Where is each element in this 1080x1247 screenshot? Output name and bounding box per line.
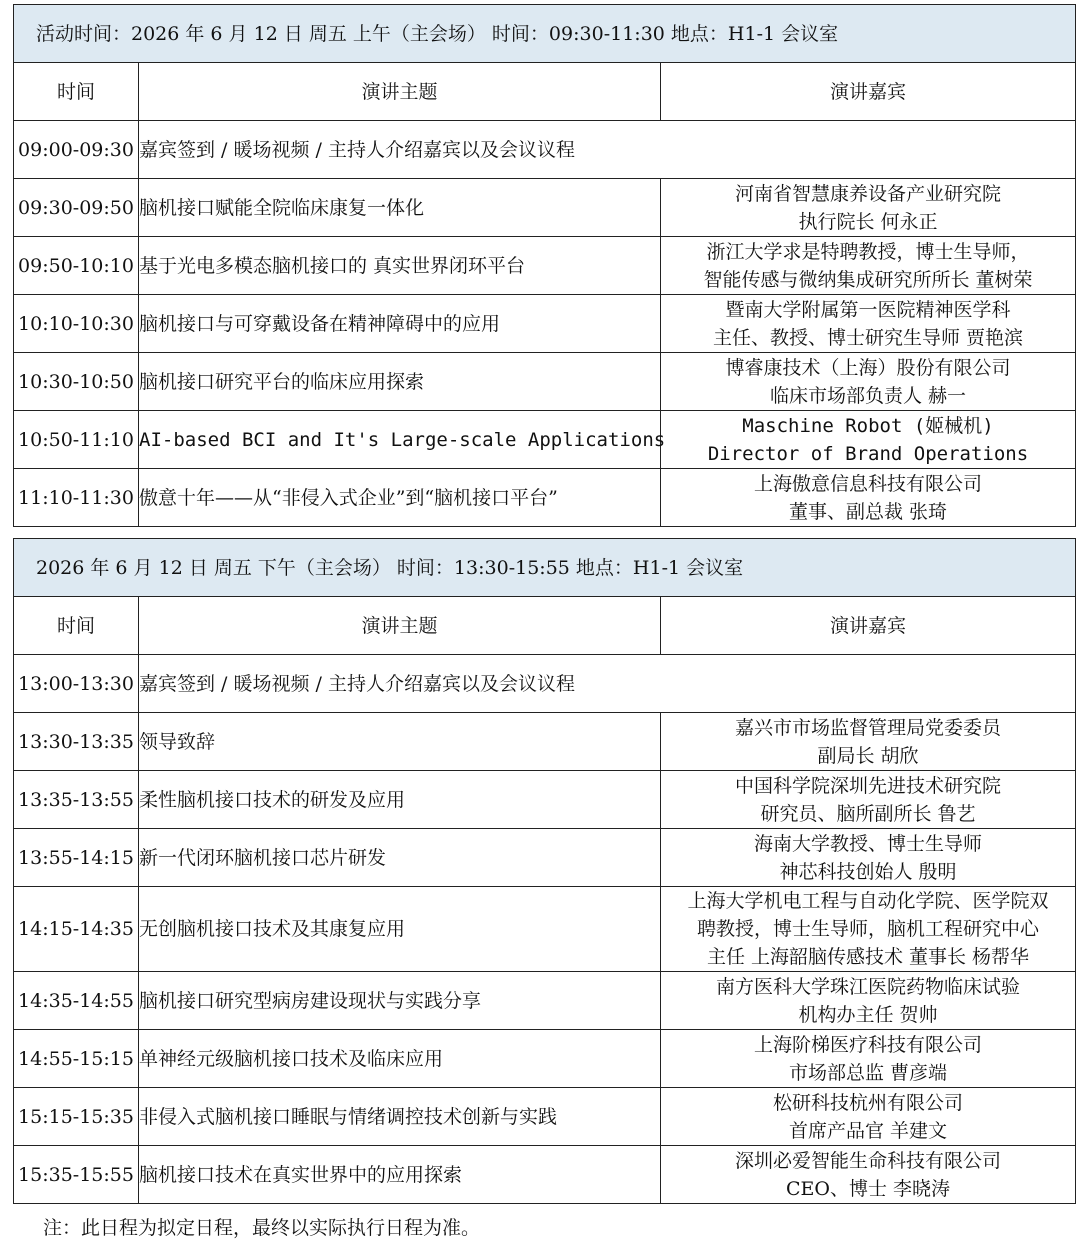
- table-row: [14, 713, 1076, 771]
- speaker-line: 浙江大学求是特聘教授，博士生导师，: [706, 240, 1030, 263]
- row-topic: 单神经元级脑机接口技术及临床应用: [139, 1030, 661, 1088]
- speaker-line: 松研科技杭州有限公司: [772, 1091, 963, 1114]
- speaker-line: 深圳必爱智能生命科技有限公司: [734, 1149, 1001, 1172]
- speaker-line: 临床市场部负责人 赫一: [769, 384, 967, 407]
- speaker-line: 博睿康技术（上海）股份有限公司: [725, 356, 1011, 379]
- table-row: [14, 887, 1076, 972]
- row-speaker: [661, 179, 1076, 237]
- speaker-line: 智能传感与微纳集成研究所所长 董树荣: [703, 268, 1033, 291]
- row-time: 10:10-10:30: [14, 295, 139, 353]
- speaker-line: 研究员、脑所副所长 鲁艺: [760, 802, 976, 825]
- row-speaker: [661, 353, 1076, 411]
- row-speaker: [661, 972, 1076, 1030]
- row-time: 11:10-11:30: [14, 469, 139, 527]
- speaker-line: 嘉兴市市场监督管理局党委委员: [734, 716, 1001, 739]
- table-row: [14, 411, 1076, 469]
- row-time: 10:50-11:10: [14, 411, 139, 469]
- speaker-line: 主任 上海韶脑传感技术 董事长 杨帮华: [706, 946, 1030, 968]
- column-header-speaker: 演讲嘉宾: [661, 63, 1076, 121]
- speaker-line: 董事、副总裁 张琦: [788, 500, 948, 523]
- session-banner: 2026 年 6 月 12 日 周五 下午（主会场） 时间：13:30-15:55 地点：H1-1 会议室: [14, 539, 1076, 597]
- speaker-line: CEO、博士 李晓涛: [785, 1177, 951, 1200]
- table-row: [14, 1088, 1076, 1146]
- speaker-line: 神芯科技创始人 殷明: [779, 860, 957, 883]
- afternoon-schedule-table: [13, 538, 1076, 1204]
- speaker-line: 执行院长 何永正: [798, 210, 938, 233]
- row-topic: 基于光电多模态脑机接口的 真实世界闭环平台: [139, 237, 661, 295]
- row-topic: 柔性脑机接口技术的研发及应用: [139, 771, 661, 829]
- speaker-line: 上海傲意信息科技有限公司: [754, 472, 983, 495]
- column-header-speaker: 演讲嘉宾: [661, 597, 1076, 655]
- speaker-line: 海南大学教授、博士生导师: [753, 832, 982, 855]
- speaker-line: 聘教授，博士生导师，脑机工程研究中心: [696, 918, 1039, 940]
- row-speaker: [661, 1088, 1076, 1146]
- speaker-line: Maschine Robot (姬械机): [742, 414, 994, 437]
- speaker-line: 市场部总监 曹彦端: [788, 1061, 948, 1084]
- speaker-line: 中国科学院深圳先进技术研究院: [734, 774, 1001, 797]
- row-speaker: [661, 887, 1076, 972]
- row-speaker: [661, 469, 1076, 527]
- row-topic: 嘉宾签到 / 暖场视频 / 主持人介绍嘉宾以及会议议程: [139, 655, 1076, 713]
- row-time: 15:35-15:55: [14, 1146, 139, 1204]
- table-row: [14, 237, 1076, 295]
- row-time: 09:00-09:30: [14, 121, 139, 179]
- speaker-line: 主任、教授、博士研究生导师 贾艳滨: [712, 326, 1024, 349]
- table-row: [14, 655, 1076, 713]
- row-time: 13:35-13:55: [14, 771, 139, 829]
- column-header-topic: 演讲主题: [139, 597, 661, 655]
- table-row: [14, 829, 1076, 887]
- row-speaker: [661, 411, 1076, 469]
- row-time: 09:30-09:50: [14, 179, 139, 237]
- row-topic: 领导致辞: [139, 713, 661, 771]
- row-speaker: [661, 1146, 1076, 1204]
- row-speaker: [661, 829, 1076, 887]
- speaker-line: 暨南大学附属第一医院精神医学科: [725, 298, 1011, 321]
- row-time: 15:15-15:35: [14, 1088, 139, 1146]
- table-row: [14, 353, 1076, 411]
- session-banner: 活动时间：2026 年 6 月 12 日 周五 上午（主会场） 时间：09:30-11:30 地点：H1-1 会议室: [14, 5, 1076, 63]
- speaker-line: 上海大学机电工程与自动化学院、医学院双: [687, 890, 1049, 912]
- row-time: 14:55-15:15: [14, 1030, 139, 1088]
- row-topic: 脑机接口研究平台的临床应用探索: [139, 353, 661, 411]
- row-time: 14:15-14:35: [14, 887, 139, 972]
- speaker-line: Director of Brand Operations: [707, 442, 1029, 465]
- row-speaker: [661, 771, 1076, 829]
- speaker-line: 上海阶梯医疗科技有限公司: [753, 1033, 982, 1056]
- row-time: 13:30-13:35: [14, 713, 139, 771]
- column-header-topic: 演讲主题: [139, 63, 661, 121]
- row-speaker: [661, 237, 1076, 295]
- row-topic: 脑机接口技术在真实世界中的应用探索: [139, 1146, 661, 1204]
- row-time: 13:55-14:15: [14, 829, 139, 887]
- speaker-line: 河南省智慧康养设备产业研究院: [735, 182, 1002, 205]
- column-header-time: 时间: [14, 63, 139, 121]
- speaker-line: 首席产品官 羊建文: [788, 1119, 948, 1142]
- table-row: [14, 179, 1076, 237]
- morning-schedule-table: [13, 4, 1076, 527]
- row-topic: 非侵入式脑机接口睡眠与情绪调控技术创新与实践: [139, 1088, 661, 1146]
- row-time: 13:00-13:30: [14, 655, 139, 713]
- row-speaker: [661, 713, 1076, 771]
- table-row: [14, 121, 1076, 179]
- table-row: [14, 1030, 1076, 1088]
- table-row: [14, 295, 1076, 353]
- row-speaker: [661, 295, 1076, 353]
- row-time: 14:35-14:55: [14, 972, 139, 1030]
- speaker-line: 副局长 胡欣: [817, 744, 919, 767]
- row-speaker: [661, 1030, 1076, 1088]
- table-row: [14, 972, 1076, 1030]
- row-time: 09:50-10:10: [14, 237, 139, 295]
- row-topic: 嘉宾签到 / 暖场视频 / 主持人介绍嘉宾以及会议议程: [139, 121, 1076, 179]
- row-topic: 无创脑机接口技术及其康复应用: [139, 887, 661, 972]
- row-topic: 傲意十年——从“非侵入式企业”到“脑机接口平台”: [139, 469, 661, 527]
- table-row: [14, 771, 1076, 829]
- row-topic: AI-based BCI and It's Large-scale Applications: [139, 411, 661, 469]
- column-header-time: 时间: [14, 597, 139, 655]
- table-row: [14, 469, 1076, 527]
- row-topic: 脑机接口研究型病房建设现状与实践分享: [139, 972, 661, 1030]
- row-topic: 脑机接口与可穿戴设备在精神障碍中的应用: [139, 295, 661, 353]
- speaker-line: 南方医科大学珠江医院药物临床试验: [715, 975, 1020, 998]
- row-topic: 新一代闭环脑机接口芯片研发: [139, 829, 661, 887]
- row-topic: 脑机接口赋能全院临床康复一体化: [139, 179, 661, 237]
- row-time: 10:30-10:50: [14, 353, 139, 411]
- speaker-line: 机构办主任 贺帅: [798, 1003, 938, 1026]
- footnote: 注：此日程为拟定日程，最终以实际执行日程为准。: [43, 1217, 481, 1239]
- table-row: [14, 1146, 1076, 1204]
